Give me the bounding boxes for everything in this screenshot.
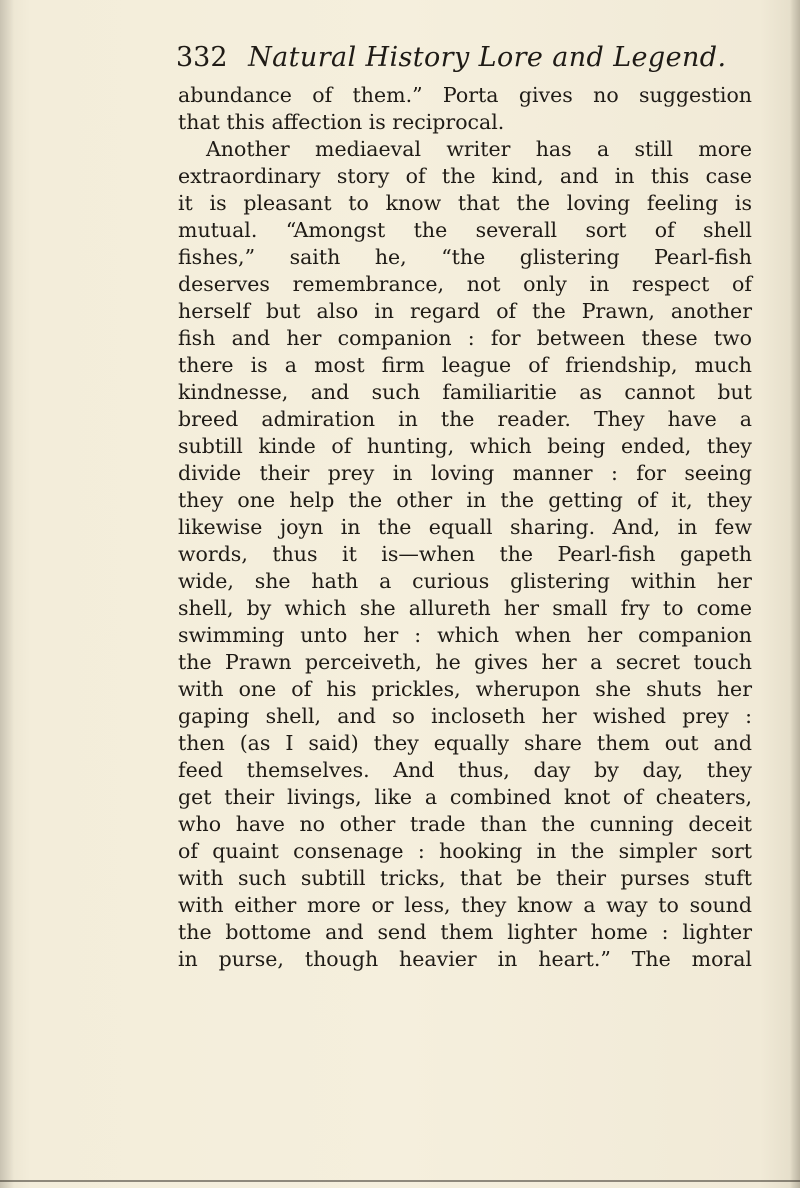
text-line: swimming unto her : which when her companion <box>178 623 752 647</box>
text-line: likewise joyn in the equall sharing. And, in few <box>178 515 752 539</box>
text-line: who have no other trade than the cunning deceit <box>178 812 752 836</box>
text-line: then (as I said) they equally share them out and <box>178 731 752 755</box>
text-line: divide their prey in loving manner : for seeing <box>178 461 752 485</box>
running-title: Natural History Lore and Legend. <box>248 42 727 73</box>
text-line: with such subtill tricks, that be their purses stuft <box>178 866 752 890</box>
page-number: 332 <box>176 42 228 73</box>
text-line: subtill kinde of hunting, which being ended, they <box>178 434 752 458</box>
body-text <box>178 82 752 973</box>
page-edge-shadow <box>790 0 800 1188</box>
text-line: fishes,” saith he, “the glistering Pearl-fish <box>178 245 752 269</box>
text-line: feed themselves. And thus, day by day, they <box>178 758 752 782</box>
text-line: of quaint consenage : hooking in the simpler sort <box>178 839 752 863</box>
text-line: Another mediaeval writer has a still more <box>206 137 752 161</box>
text-line: mutual. “Amongst the severall sort of shell <box>178 218 752 242</box>
text-line: deserves remembrance, not only in respect of <box>178 272 752 296</box>
text-line: wide, she hath a curious glistering within her <box>178 569 752 593</box>
text-line: herself but also in regard of the Prawn, another <box>178 299 752 323</box>
text-line: words, thus it is—when the Pearl-fish gapeth <box>178 542 752 566</box>
text-line: fish and her companion : for between these two <box>178 326 752 350</box>
page-gutter-shadow <box>0 0 14 1188</box>
text-line: shell, by which she allureth her small fry to come <box>178 596 752 620</box>
text-line: kindnesse, and such familiaritie as cannot but <box>178 380 752 404</box>
text-line: extraordinary story of the kind, and in this case <box>178 164 752 188</box>
running-header <box>176 40 736 76</box>
text-line: they one help the other in the getting of it, they <box>178 488 752 512</box>
text-line: abundance of them.” Porta gives no suggestion <box>178 83 752 107</box>
text-line: get their livings, like a combined knot of cheaters, <box>178 785 752 809</box>
text-line: in purse, though heavier in heart.” The moral <box>178 947 752 971</box>
text-line: the Prawn perceiveth, he gives her a secret touch <box>178 650 752 674</box>
page-bottom-edge <box>0 1180 800 1182</box>
text-line: breed admiration in the reader. They have a <box>178 407 752 431</box>
text-line: there is a most firm league of friendship, much <box>178 353 752 377</box>
text-line: with one of his prickles, wherupon she shuts her <box>178 677 752 701</box>
text-line: gaping shell, and so incloseth her wished prey : <box>178 704 752 728</box>
text-line: it is pleasant to know that the loving feeling is <box>178 191 752 215</box>
text-line: with either more or less, they know a way to sound <box>178 893 752 917</box>
text-line: the bottome and send them lighter home : lighter <box>178 920 752 944</box>
text-line: that this affection is reciprocal. <box>178 110 505 134</box>
